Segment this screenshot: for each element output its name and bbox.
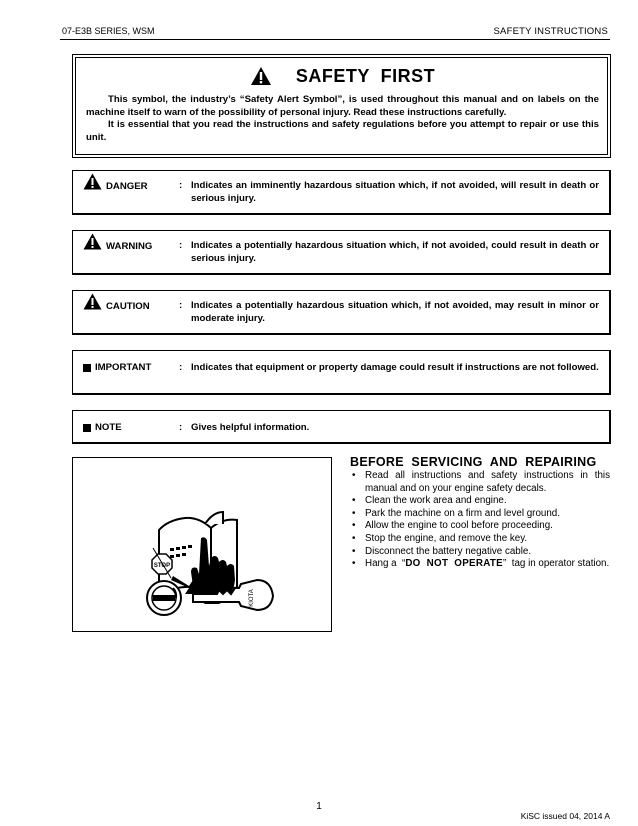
caution-row: [83, 299, 599, 325]
danger-box: [72, 170, 611, 215]
warning-colon: :: [179, 240, 183, 251]
square-bullet-icon: [83, 424, 91, 432]
important-text: Indicates that equipment or property damage could result if instructions are not followed.: [191, 362, 599, 373]
bullet: •: [352, 507, 356, 519]
caution-label-text: CAUTION: [106, 301, 150, 312]
list-item: [352, 470, 610, 495]
ignition-switch-icon: [147, 581, 181, 615]
square-bullet-icon: [83, 364, 91, 372]
header-rule: [60, 39, 610, 40]
note-label: [83, 421, 179, 434]
danger-text: Indicates an imminently hazardous situation which, if not avoided, will result in death or serious injury.: [191, 180, 599, 204]
note-label-text: NOTE: [95, 422, 122, 433]
before-servicing-title: BEFORE SERVICING AND REPAIRING: [350, 455, 597, 469]
list-item-text: [365, 558, 610, 571]
hang-tag-prefix: Hang a “: [365, 558, 406, 570]
danger-label-text: DANGER: [106, 181, 148, 192]
bullet: •: [352, 495, 356, 507]
safety-first-text-2: It is essential that you read the instructions and safety regulations before you attempt to repair or use this unit.: [86, 119, 599, 143]
list-item-text: Allow the engine to cool before proceeding.: [365, 520, 553, 532]
list-item-text: Read all instructions and safety instructions in this manual and on your engine safety decals.: [365, 470, 610, 494]
safety-first-inner: [75, 57, 608, 155]
hang-tag-suffix: ” tag in operator station.: [503, 558, 610, 570]
note-text: Gives helpful information.: [191, 422, 310, 433]
safety-first-title: SAFETY FIRST: [295, 65, 436, 86]
safety-first-text-1: This symbol, the industry’s “Safety Alert Symbol”, is used throughout this manual and on labels on the machine itself to warn of the possibility of personal injury. Read these instructions carefully.: [86, 94, 599, 118]
safety-first-box: [72, 54, 611, 158]
before-servicing-list: [352, 470, 610, 571]
note-box: [72, 410, 611, 444]
note-colon: :: [179, 422, 183, 433]
note-row: [83, 421, 599, 434]
key-label: KIOTA: [249, 589, 255, 607]
warning-label-text: WARNING: [106, 241, 153, 252]
warning-triangle-icon: [83, 233, 102, 250]
bullet: •: [352, 558, 356, 570]
list-item-text: Clean the work area and engine.: [365, 495, 507, 507]
danger-label: [83, 179, 179, 205]
header-section-title: SAFETY INSTRUCTIONS: [493, 26, 608, 37]
safety-first-heading: [86, 64, 599, 88]
list-item: [352, 533, 610, 546]
header-series: 07-E3B SERIES, WSM: [62, 26, 155, 36]
list-item: [352, 495, 610, 508]
bullet: •: [352, 520, 356, 532]
list-item-text: Disconnect the battery negative cable.: [365, 545, 532, 557]
caution-label: [83, 299, 179, 325]
warning-text: Indicates a potentially hazardous situation which, if not avoided, could result in death or serious injury.: [191, 240, 599, 264]
caution-colon: :: [179, 300, 183, 311]
danger-colon: :: [179, 180, 183, 191]
safety-first-paragraph-1: [86, 94, 599, 119]
caution-box: [72, 290, 611, 335]
important-colon: :: [179, 362, 183, 373]
list-item-text: Stop the engine, and remove the key.: [365, 532, 528, 544]
illustration-box: [72, 457, 332, 632]
important-row: [83, 361, 599, 374]
warning-triangle-icon: [83, 173, 102, 190]
warning-row: [83, 239, 599, 265]
warning-label: [83, 239, 179, 265]
warning-triangle-icon: [250, 66, 272, 86]
warning-triangle-icon: [83, 293, 102, 310]
important-label-text: IMPORTANT: [95, 362, 152, 373]
bullet: •: [352, 470, 356, 481]
page-number: 1: [316, 801, 322, 812]
list-item: [352, 546, 610, 559]
safety-first-paragraph-2: [86, 119, 599, 144]
list-item: [352, 508, 610, 521]
caution-text: Indicates a potentially hazardous situation which, if not avoided, may result in minor or moderate injury.: [191, 300, 599, 324]
list-item: [352, 558, 610, 571]
bullet: •: [352, 545, 356, 557]
manual-and-key-illustration: [73, 458, 331, 631]
important-label: [83, 361, 179, 374]
important-box: [72, 350, 611, 395]
list-item: [352, 520, 610, 533]
warning-box: [72, 230, 611, 275]
list-item-text: Park the machine on a firm and level ground.: [365, 507, 560, 519]
issue-info: KiSC issued 04, 2014 A: [520, 811, 610, 821]
stop-label: STOP: [153, 563, 171, 569]
do-not-operate-text: DO NOT OPERATE: [405, 558, 504, 570]
bullet: •: [352, 532, 356, 544]
danger-row: [83, 179, 599, 205]
